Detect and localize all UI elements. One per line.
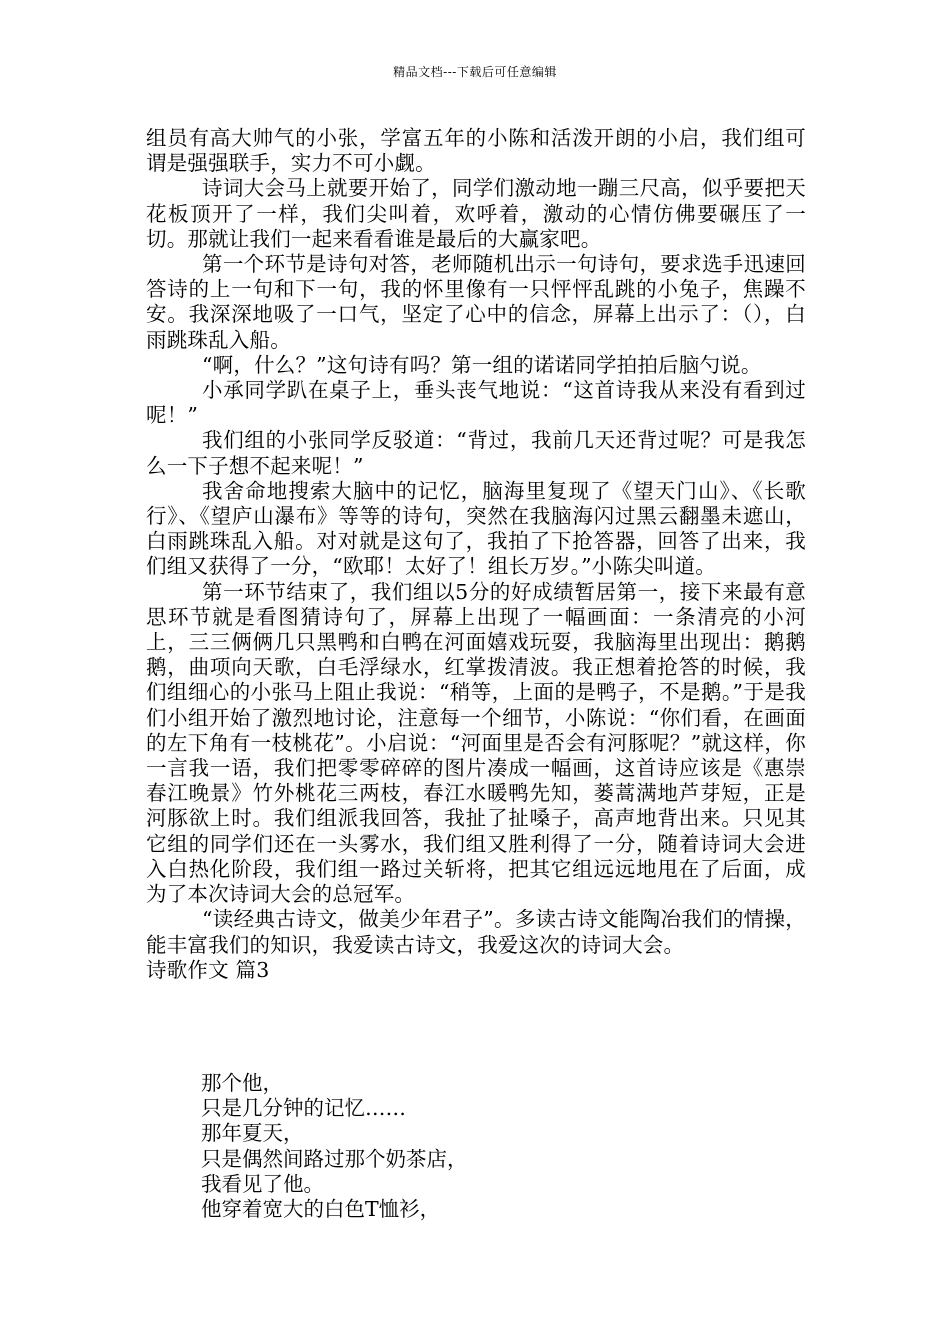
paragraph: 第一环节结束了，我们组以5分的好成绩暂居第一，接下来最有意思环节就是看图猜诗句了，屏幕上出现了一幅画面：一条清亮的小河上，三三俩俩几只黑鸭和白鸭在河面嬉戏玩耍，我脑海里出现出：鹅鹅鹅，曲项向天歌，白毛浮绿水，红掌拨清波。我正想着抢答的时候，我们组细心的小张马上阻止我说：“稍等，上面的是鸭子，不是鹅。”于是我们小组开始了激烈地讨论，注意每一个细节，小陈说：“你们看，在画面的左下角有一枝桃花”。小启说：“河面里是否会有河豚呢？”就这样，你一言我一语，我们把零零碎碎的图片凑成一幅画，这首诗应该是《惠崇春江晚景》竹外桃花三两枝，春江水暖鸭先知，蒌蒿满地芦芽短，正是河豚欲上时。我们组派我回答，我扯了扯嗓子，高声地背出来。只见其它组的同学们还在一头雾水，我们组又胜利得了一分，随着诗词大会进入白热化阶段，我们组一路过关斩将，把其它组远远地甩在了后面，成为了本次诗词大会的总冠军。 [146, 579, 806, 907]
article-body [146, 126, 806, 983]
poem-line: 我看见了他。 [201, 1171, 324, 1196]
poem-line: 他穿着宽大的白色T恤衫， [201, 1197, 441, 1222]
paragraph: “啊，什么？”这句诗有吗？第一组的诺诺同学拍拍后脑勺说。 [202, 352, 762, 377]
paragraph: 小承同学趴在桌子上，垂头丧气地说：“这首诗我从来没有看到过呢！” [146, 378, 806, 428]
paragraph: “读经典古诗文，做美少年君子”。多读古诗文能陶冶我们的情操，能丰富我们的知识，我爱读古诗文，我爱这次的诗词大会。 [146, 907, 806, 957]
paragraph: 诗词大会马上就要开始了，同学们激动地一蹦三尺高，似乎要把天花板顶开了一样，我们尖叫着，欢呼着，激动的心情仿佛要碾压了一切。那就让我们一起来看看谁是最后的大赢家吧。 [146, 176, 806, 251]
paragraph: 组员有高大帅气的小张，学富五年的小陈和活泼开朗的小启，我们组可谓是强强联手，实力不可小觑。 [146, 126, 806, 176]
paragraph: 第一个环节是诗句对答，老师随机出示一句诗句，要求选手迅速回答诗的上一句和下一句，我的怀里像有一只怦怦乱跳的小兔子，焦躁不安。我深深地吸了一口气，坚定了心中的信念，屏幕上出示了：（），白雨跳珠乱入船。 [146, 252, 806, 352]
section-heading: 诗歌作文 篇3 [146, 957, 270, 982]
page-header: 精品文档---下载后可任意编辑 [393, 65, 557, 79]
poem-line: 只是偶然间路过那个奶茶店， [201, 1146, 468, 1171]
poem [201, 1071, 761, 1222]
paragraph: 我们组的小张同学反驳道：“背过，我前几天还背过呢？可是我怎么一下子想不起来呢！” [146, 428, 806, 478]
paragraph: 我舍命地搜索大脑中的记忆，脑海里复现了《望天门山》、《长歌行》、《望庐山瀑布》等等的诗句，突然在我脑海闪过黑云翻墨未遮山，白雨跳珠乱入船。对对就是这句了，我拍了下抢答器，回答了出来，我们组又获得了一分，“欧耶！太好了！组长万岁。”小陈尖叫道。 [146, 478, 806, 579]
poem-line: 那年夏天， [201, 1121, 304, 1146]
poem-line: 那个他， [201, 1071, 283, 1095]
poem-line: 只是几分钟的记忆…… [201, 1096, 406, 1121]
